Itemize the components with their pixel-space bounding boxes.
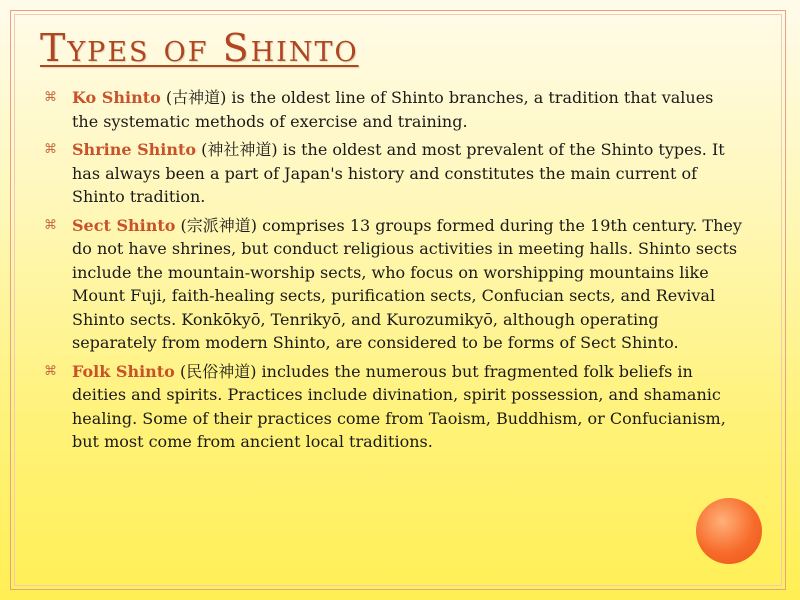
bullet-marker-icon: ⌘	[44, 363, 57, 379]
bullet-text: (古神道) is the oldest line of Shinto branches, a tradition that values the systematic methods of exercise and training.	[72, 88, 714, 131]
slide-title: Types of Shinto	[40, 26, 359, 70]
bullet-sect-shinto	[44, 214, 744, 355]
bullet-shrine-shinto	[44, 138, 744, 209]
bullet-marker-icon: ⌘	[44, 217, 57, 233]
decorative-orb	[696, 498, 762, 564]
bullet-text: (宗派神道) comprises 13 groups formed during the 19th century. They do not have shrines, but conduct religious activities in meeting halls. Shinto sects include the mountain-worship sects, who focus on worshipping mountains like Mount Fuji, faith-healing sects, purification sects, Confucian sects, and Revival Shinto sects. Konkōkyō, Tenrikyō, and Kurozumikyō, although operating separately from modern Shinto, are considered to be forms of Sect Shinto.	[72, 215, 742, 352]
bullet-marker-icon: ⌘	[44, 142, 57, 157]
bullet-list	[44, 86, 744, 459]
bullet-term: Folk Shinto	[72, 361, 175, 381]
bullet-term: Shrine Shinto	[72, 140, 197, 159]
bullet-text: (神社神道) is the oldest and most prevalent of the Shinto types. It has always been a part of Japan's history and constitutes the main current of Shinto tradition.	[72, 140, 725, 206]
bullet-term: Sect Shinto	[72, 215, 176, 235]
bullet-marker-icon: ⌘	[44, 90, 57, 105]
bullet-ko-shinto	[44, 86, 744, 133]
bullet-term: Ko Shinto	[72, 88, 161, 107]
bullet-folk-shinto	[44, 360, 744, 454]
bullet-text: (民俗神道) includes the numerous but fragmented folk beliefs in deities and spirits. Practices include divination, spirit possession, and shamanic healing. Some of their practices come from Taoism, Buddhism, or Confucianism, but most come from ancient local traditions.	[72, 361, 726, 451]
